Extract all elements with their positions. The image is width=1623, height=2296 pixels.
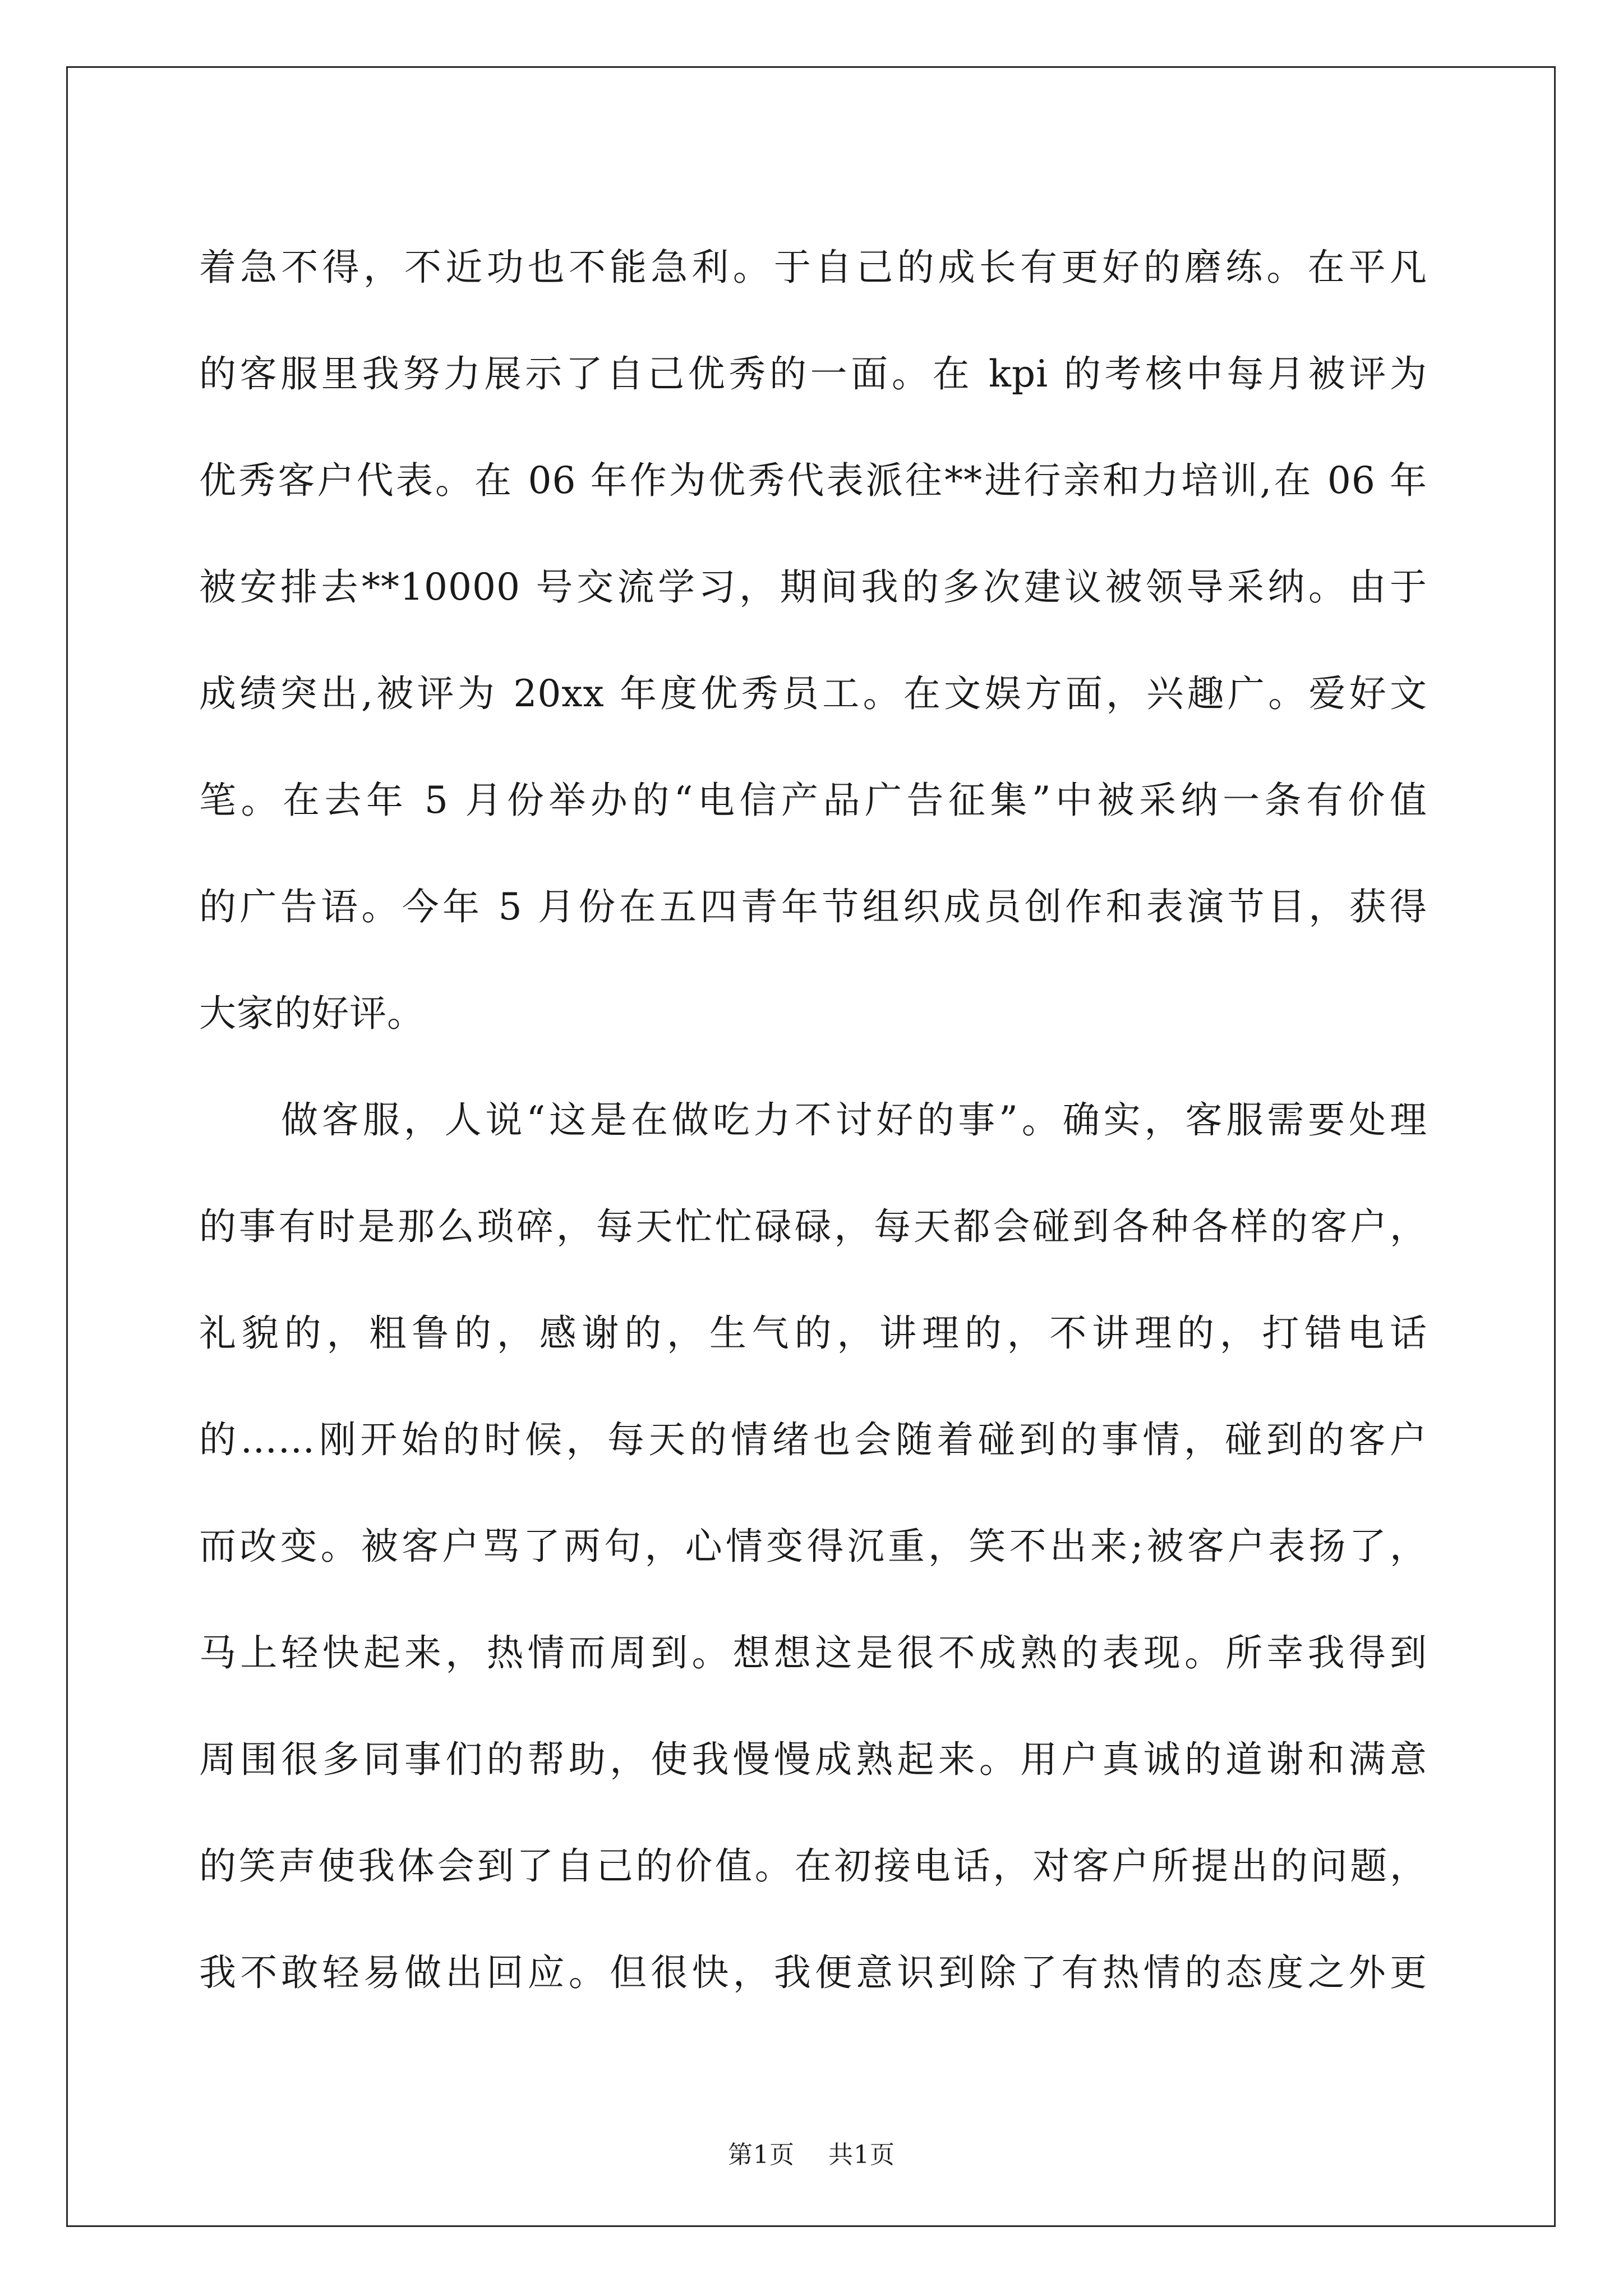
text-line: 的……刚开始的时候，每天的情绪也会随着碰到的事情，碰到的客户	[199, 1418, 1427, 1461]
text-line: 周围很多同事们的帮助，使我慢慢成熟起来。用户真诚的道谢和满意	[199, 1738, 1427, 1781]
page-footer	[0, 2134, 1623, 2170]
paragraph-2	[199, 1067, 1427, 2026]
text-line: 的客服里我努力展示了自己优秀的一面。在 kpi 的考核中每月被评为	[199, 352, 1427, 395]
text-line: 着急不得，不近功也不能急利。于自己的成长有更好的磨练。在平凡	[199, 246, 1427, 289]
text-line: 的事有时是那么琐碎，每天忙忙碌碌，每天都会碰到各种各样的客户，	[199, 1205, 1427, 1248]
text-line: 的广告语。今年 5 月份在五四青年节组织成员创作和表演节目，获得	[199, 885, 1427, 928]
text-line: 的笑声使我体会到了自己的价值。在初接电话，对客户所提出的问题，	[199, 1844, 1427, 1888]
text-line: 礼貌的，粗鲁的，感谢的，生气的，讲理的，不讲理的，打错电话	[199, 1312, 1427, 1355]
text-line: 笔。在去年 5 月份举办的“电信产品广告征集”中被采纳一条有价值	[199, 779, 1427, 822]
text-line: 大家的好评。	[199, 992, 425, 1035]
text-line: 做客服，人说“这是在做吃力不讨好的事”。确实，客服需要处理	[281, 1098, 1427, 1142]
page-total: 共1页	[828, 2141, 895, 2169]
text-line: 我不敢轻易做出回应。但很快，我便意识到除了有热情的态度之外更	[199, 1951, 1427, 1994]
text-line: 成绩突出,被评为 20xx 年度优秀员工。在文娱方面，兴趣广。爱好文	[199, 672, 1427, 715]
text-line: 而改变。被客户骂了两句，心情变得沉重，笑不出来;被客户表扬了，	[199, 1525, 1427, 1568]
text-line: 被安排去**10000 号交流学习，期间我的多次建议被领导采纳。由于	[199, 565, 1427, 609]
paragraph-1	[199, 214, 1427, 1067]
page-number: 第1页	[728, 2141, 795, 2169]
text-line: 优秀客户代表。在 06 年作为优秀代表派往**进行亲和力培训,在 06 年	[199, 459, 1427, 502]
document-body	[199, 214, 1427, 2026]
text-line: 马上轻快起来，热情而周到。想想这是很不成熟的表现。所幸我得到	[199, 1631, 1427, 1674]
